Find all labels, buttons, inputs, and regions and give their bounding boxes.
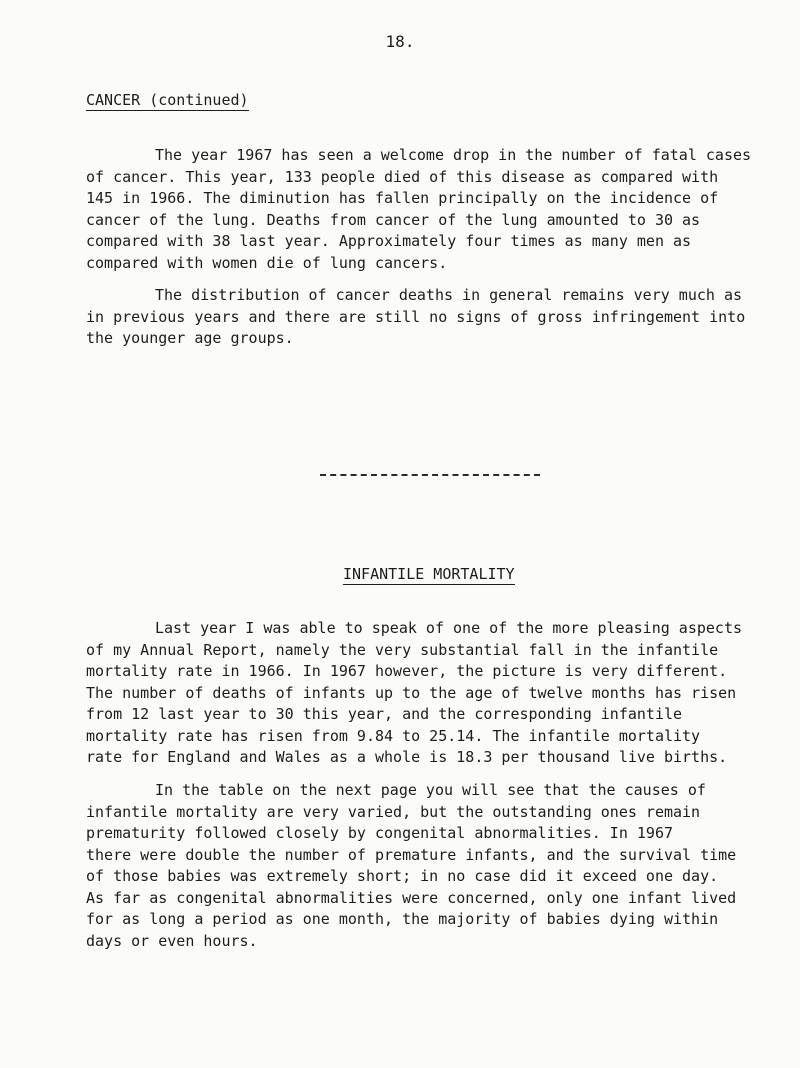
text-line: infantile mortality are very varied, but the outstanding ones remain	[86, 802, 701, 821]
infantile-paragraph-1	[86, 618, 786, 769]
text-line: of those babies was extremely short; in no case did it exceed one day.	[86, 867, 719, 885]
text-line: The year 1967 has seen a welcome drop in the number of fatal cases	[155, 146, 752, 164]
text-line: of my Annual Report, namely the very substantial fall in the infantile	[86, 640, 719, 659]
text-line: 145 in 1966. The diminution has fallen principally on the incidence of	[86, 189, 719, 207]
text-line: for as long a period as one month, the majority of babies dying within	[86, 910, 719, 928]
text-line: Last year I was able to speak of one of the more pleasing aspects	[155, 619, 742, 637]
text-line: in previous years and there are still no signs of gross infringement into	[86, 307, 746, 326]
text-line: The distribution of cancer deaths in general remains very much as	[155, 286, 742, 304]
text-line: In the table on the next page you will see that the causes of	[155, 781, 706, 799]
cancer-paragraph-1	[86, 145, 786, 274]
infantile-mortality-heading: INFANTILE MORTALITY	[343, 565, 515, 583]
text-line: prematurity followed closely by congenital abnormalities. In 1967	[86, 824, 673, 842]
cancer-paragraph-2	[86, 285, 786, 350]
text-line: As far as congenital abnormalities were concerned, only one infant lived	[86, 888, 737, 907]
text-line: the younger age groups.	[86, 329, 294, 347]
text-line: compared with women die of lung cancers.	[86, 253, 448, 272]
text-line: cancer of the lung. Deaths from cancer of the lung amounted to 30 as	[86, 210, 701, 229]
text-line: compared with 38 last year. Approximately four times as many men as	[86, 232, 692, 250]
text-line: days or even hours.	[86, 931, 258, 950]
section-header: CANCER (continued)	[86, 91, 249, 109]
text-line: there were double the number of premature infants, and the survival time	[86, 845, 737, 864]
text-line: rate for England and Wales as a whole is 18.3 per thousand live births.	[86, 748, 728, 766]
page-number: 18.	[385, 32, 415, 51]
text-line: The number of deaths of infants up to the age of twelve months has risen	[86, 683, 737, 702]
text-line: mortality rate has risen from 9.84 to 25.14. The infantile mortality	[86, 726, 701, 745]
text-line: mortality rate in 1966. In 1967 however, the picture is very different.	[86, 662, 728, 680]
text-line: of cancer. This year, 133 people died of this disease as compared with	[86, 167, 719, 186]
infantile-paragraph-2	[86, 780, 786, 952]
text-line: from 12 last year to 30 this year, and the corresponding infantile	[86, 705, 683, 723]
section-divider	[320, 474, 540, 476]
